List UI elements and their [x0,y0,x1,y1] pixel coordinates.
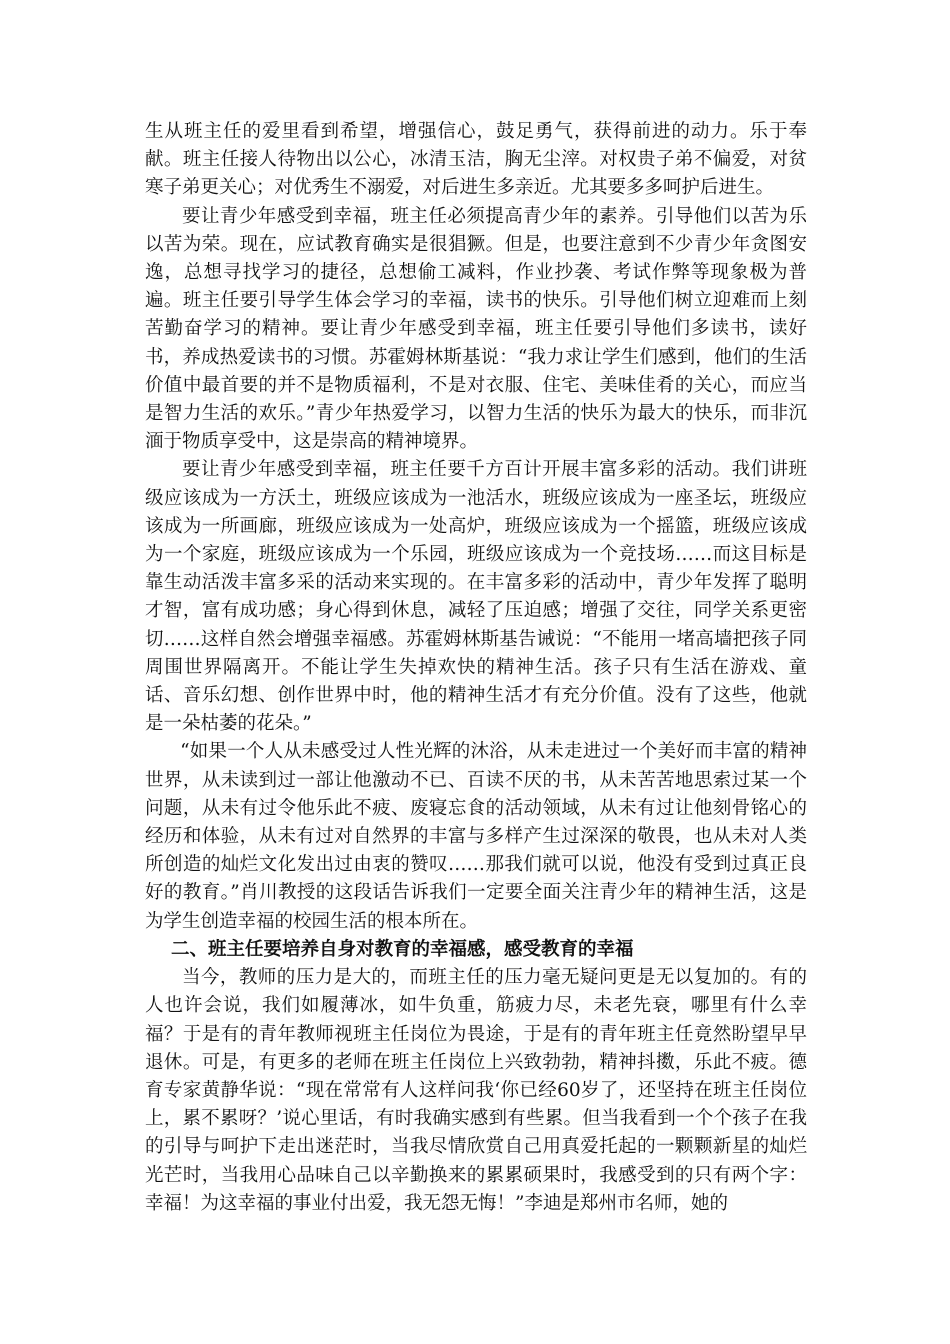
paragraph-3: 要让青少年感受到幸福，班主任要千方百计开展丰富多彩的活动。我们讲班级应该成为一方沃土，班级应该成为一池活水，班级应该成为一座圣坛，班级应该成为一所画廊，班级应该成为一处高炉，班级应该成为一个摇篮，班级应该成为一个家庭，班级应该成为一个乐园，班级应该成为一个竞技场……而这目标是靠生动活泼丰富多采的活动来实现的。在丰富多彩的活动中，青少年发挥了聪明才智，富有成功感；身心得到休息，减轻了压迫感；增强了交往，同学关系更密切……这样自然会增强幸福感。苏霍姆林斯基告诫说：“不能用一堵高墙把孩子同周围世界隔离开。不能让学生失掉欢快的精神生活。孩子只有生活在游戏、童话、音乐幻想、创作世界中时，他的精神生活才有充分价值。没有了这些，他就是一朵枯萎的花朵。” [145,459,807,735]
paragraph-1: 生从班主任的爱里看到希望，增强信心，鼓足勇气，获得前进的动力。乐于奉献。班主任接人待物出以公心，冰清玉洁，胸无尘滓。对权贵子弟不偏爱，对贫寒子弟更关心；对优秀生不溺爱，对后进生多亲近。尤其要多多呵护后进生。 [145,121,807,199]
paragraph-2: 要让青少年感受到幸福，班主任必须提高青少年的素养。引导他们以苦为乐以苦为荣。现在，应试教育确实是很猖獗。但是，也要注意到不少青少年贪图安逸，总想寻找学习的捷径，总想偷工减料，作业抄袭、考试作弊等现象极为普遍。班主任要引导学生体会学习的幸福，读书的快乐。引导他们树立迎难而上刻苦勤奋学习的精神。要让青少年感受到幸福，班主任要引导他们多读书，读好书，养成热爱读书的习惯。苏霍姆林斯基说：“我力求让学生们感到，他们的生活价值中最首要的并不是物质福利，不是对衣服、住宅、美味佳肴的关心，而应当是智力生活的欢乐。”青少年热爱学习，以智力生活的快乐为最大的快乐，而非沉湎于物质享受中，这是崇高的精神境界。 [145,205,807,453]
paragraph-4: “如果一个人从未感受过人性光辉的沐浴，从未走进过一个美好而丰富的精神世界，从未读到过一部让他激动不已、百读不厌的书，从未苦苦地思索过某一个问题，从未有过令他乐此不疲、废寝忘食的活动领域，从未有过让他刻骨铭心的经历和体验，从未有过对自然界的丰富与多样产生过深深的敬畏，也从未对人类所创造的灿烂文化发出过由衷的赞叹……那我们就可以说，他没有受到过真正良好的教育。”肖川教授的这段话告诉我们一定要全面关注青少年的精神生活，这是为学生创造幸福的校园生活的根本所在。 [145,741,807,932]
paragraph-5: 当今，教师的压力是大的，而班主任的压力毫无疑问更是无以复加的。有的人也许会说，我们如履薄冰，如牛负重，筋疲力尽，未老先衰，哪里有什么幸福？于是有的青年教师视班主任岗位为畏途，于是有的青年班主任竟然盼望早早退休。可是，有更多的老师在班主任岗位上兴致勃勃，精神抖擞，乐此不疲。德育专家黄静华说：“现在常常有人这样问我‘你已经60岁了，还坚持在班主任岗位上，累不累呀？’说心里话，有时我确实感到有些累。但当我看到一个个孩子在我的引导与呵护下走出迷茫时，当我尽情欣赏自己用真爱托起的一颗颗新星的灿烂光芒时，当我用心品味自己以辛勤换来的累累硕果时，我感受到的只有两个字：幸福！为这幸福的事业付出爱，我无怨无悔！”李迪是郑州市名师，她的 [145,967,807,1214]
document-page [145,118,807,1218]
section-heading: 二、班主任要培养自身对教育的幸福感，感受教育的幸福 [171,938,634,960]
